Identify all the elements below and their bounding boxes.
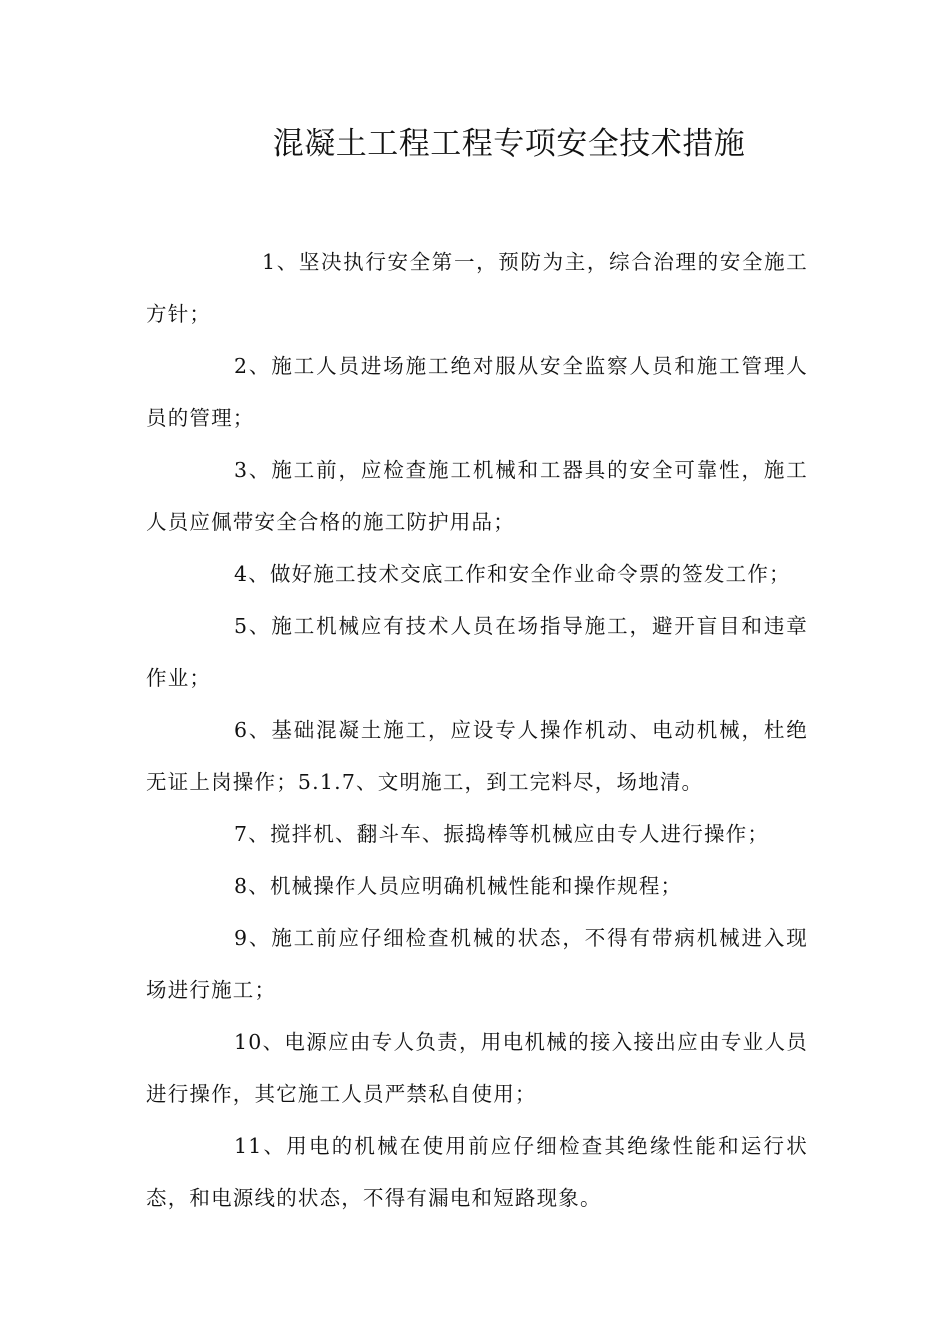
paragraph-6: 6、基础混凝土施工，应设专人操作机动、电动机械，杜绝无证上岗操作；5.1.7、文明施工，到工完料尽，场地清。 <box>146 718 808 794</box>
paragraph-9: 9、施工前应仔细检查机械的状态，不得有带病机械进入现场进行施工； <box>146 926 808 1002</box>
paragraph-4: 4、做好施工技术交底工作和安全作业命令票的签发工作； <box>234 562 791 586</box>
paragraph-5: 5、施工机械应有技术人员在场指导施工，避开盲目和违章作业； <box>146 614 808 690</box>
paragraph-7: 7、搅拌机、翻斗车、振捣棒等机械应由专人进行操作； <box>234 822 770 846</box>
paragraph-8: 8、机械操作人员应明确机械性能和操作规程； <box>234 874 683 898</box>
paragraph-10: 10、电源应由专人负责，用电机械的接入接出应由专业人员进行操作，其它施工人员严禁私自使用； <box>146 1030 808 1106</box>
paragraph-2: 2、施工人员进场施工绝对服从安全监察人员和施工管理人员的管理； <box>146 354 808 430</box>
paragraph-11: 11、用电的机械在使用前应仔细检查其绝缘性能和运行状态，和电源线的状态，不得有漏电和短路现象。 <box>146 1134 808 1210</box>
page-title: 混凝土工程工程专项安全技术措施 <box>272 126 746 162</box>
paragraph-3: 3、施工前，应检查施工机械和工器具的安全可靠性，施工人员应佩带安全合格的施工防护用品； <box>146 458 808 534</box>
document-body <box>146 236 808 1224</box>
paragraph-1: 1、坚决执行安全第一，预防为主，综合治理的安全施工方针； <box>146 250 808 326</box>
